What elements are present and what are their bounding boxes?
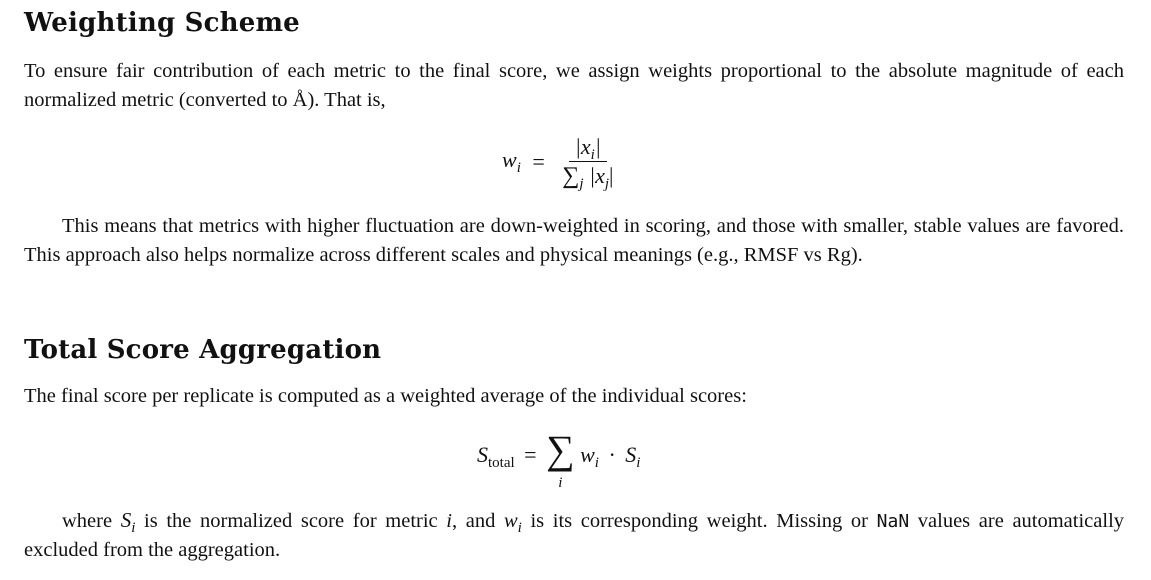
fraction-denominator: $\sum_j$ $|x_j|$: [562, 163, 614, 192]
summation: [546, 427, 575, 491]
equals-sign: =: [524, 442, 537, 467]
weighting-intro-paragraph: To ensure fair contribution of each metric to the final score, we assign weights proportional to the absolute magnitude of each normalized metric (converted to Å). That is,: [24, 60, 1124, 111]
weighting-body-paragraph: This means that metrics with higher fluctuation are down-weighted in scoring, and those with smaller, stable values are favored. This approach also helps normalize across different scales and physical meanings (e.g., RMSF vs Rg).: [24, 215, 1124, 266]
sum-index: i: [558, 475, 563, 491]
nan-code: NaN: [876, 511, 910, 532]
weight-equation: [502, 134, 619, 192]
section-heading-total-score: Total Score Aggregation: [24, 335, 382, 365]
summand: $w_i \cdot S_i$: [580, 442, 641, 471]
weight-fraction: [556, 134, 619, 192]
aggregation-intro-paragraph: The final score per replicate is computed as a weighted average of the individual scores:: [24, 385, 747, 407]
weight-lhs: $w_i$: [502, 146, 521, 176]
total-score-equation: [477, 427, 641, 491]
aggregation-body-paragraph: where $S_i$ is the normalized score for metric i, and $w_i$ is its corresponding weight. Missing or NaN values are automatically excluded from the aggregation.: [24, 508, 1125, 561]
equals-sign: =: [532, 148, 545, 174]
section-heading-weighting-scheme: Weighting Scheme: [24, 8, 300, 38]
sigma-symbol: ∑: [546, 427, 575, 472]
total-score-lhs: $S_{total}$: [477, 442, 515, 471]
fraction-numerator: $|x_i|$: [569, 134, 607, 162]
